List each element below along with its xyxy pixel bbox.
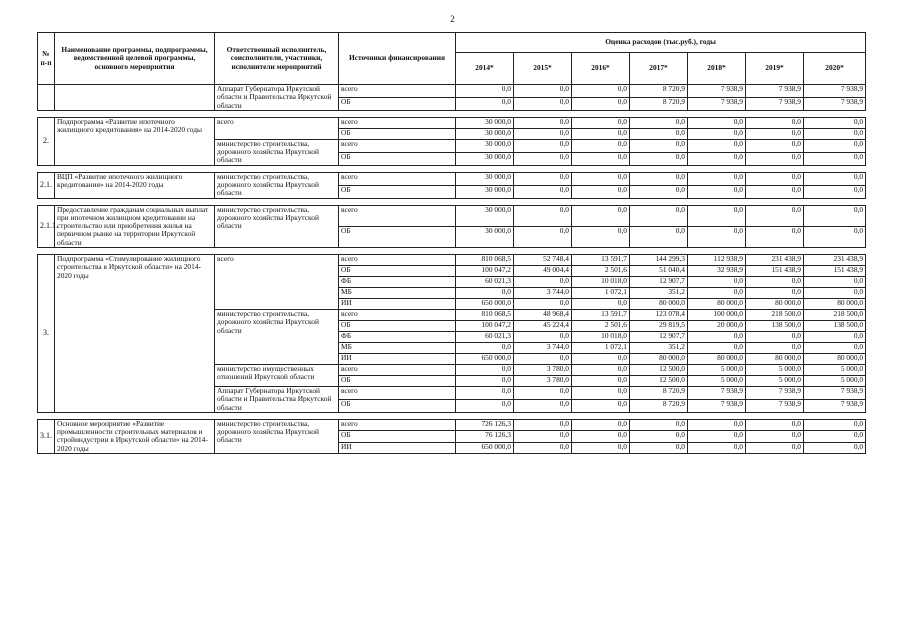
amount-cell: 3 744,0 xyxy=(514,342,572,353)
amount-cell: 0,0 xyxy=(804,139,866,152)
program-name xyxy=(55,85,215,111)
amount-cell: 0,0 xyxy=(572,364,630,375)
funding-source: всего xyxy=(339,364,456,375)
amount-cell: 0,0 xyxy=(630,185,688,198)
amount-cell: 7 938,9 xyxy=(746,85,804,98)
amount-cell: 7 938,9 xyxy=(688,97,746,110)
amount-cell: 0,0 xyxy=(630,117,688,128)
amount-cell: 0,0 xyxy=(514,353,572,364)
amount-cell: 0,0 xyxy=(572,139,630,152)
amount-cell: 0,0 xyxy=(456,85,514,98)
amount-cell: 60 021,3 xyxy=(456,331,514,342)
funding-source: ОБ xyxy=(339,399,456,412)
funding-source: всего xyxy=(339,85,456,98)
amount-cell: 0,0 xyxy=(746,431,804,442)
amount-cell: 0,0 xyxy=(688,342,746,353)
amount-cell: 5 000,0 xyxy=(688,375,746,386)
amount-cell: 0,0 xyxy=(514,431,572,442)
amount-cell: 3 780,0 xyxy=(514,364,572,375)
table-row xyxy=(38,117,866,128)
amount-cell: 0,0 xyxy=(572,431,630,442)
amount-cell: 5 000,0 xyxy=(804,375,866,386)
row-number: 2.1.1. xyxy=(38,205,55,247)
header-year: 2016* xyxy=(572,53,630,85)
amount-cell: 0,0 xyxy=(804,331,866,342)
amount-cell: 80 000,0 xyxy=(688,298,746,309)
amount-cell: 650 000,0 xyxy=(456,298,514,309)
amount-cell: 0,0 xyxy=(746,342,804,353)
amount-cell: 32 938,9 xyxy=(688,265,746,276)
section-spacer xyxy=(38,198,866,205)
amount-cell: 30 000,0 xyxy=(456,128,514,139)
amount-cell: 0,0 xyxy=(804,419,866,430)
amount-cell: 0,0 xyxy=(804,342,866,353)
header-name: Наименование программы, подпрограммы, ведомственной целевой программы, основного мероприятия xyxy=(55,33,215,85)
amount-cell: 30 000,0 xyxy=(456,226,514,247)
amount-cell: 0,0 xyxy=(456,97,514,110)
amount-cell: 0,0 xyxy=(804,152,866,165)
amount-cell: 0,0 xyxy=(514,117,572,128)
amount-cell: 0,0 xyxy=(514,276,572,287)
amount-cell: 0,0 xyxy=(572,375,630,386)
header-year: 2015* xyxy=(514,53,572,85)
program-name: Подпрограмма «Развитие ипотечного жилищного кредитования» на 2014-2020 годы xyxy=(55,117,215,165)
amount-cell: 0,0 xyxy=(688,152,746,165)
executor-cell: министерство строительства, дорожного хозяйства Иркутской области xyxy=(215,139,339,165)
amount-cell: 810 068,5 xyxy=(456,309,514,320)
amount-cell: 0,0 xyxy=(688,226,746,247)
amount-cell: 0,0 xyxy=(746,139,804,152)
amount-cell: 0,0 xyxy=(572,97,630,110)
header-year: 2014* xyxy=(456,53,514,85)
funding-source: ОБ xyxy=(339,320,456,331)
amount-cell: 3 780,0 xyxy=(514,375,572,386)
amount-cell: 0,0 xyxy=(456,287,514,298)
amount-cell: 51 040,4 xyxy=(630,265,688,276)
amount-cell: 7 938,9 xyxy=(804,386,866,399)
header-source: Источники финансирования xyxy=(339,33,456,85)
amount-cell: 0,0 xyxy=(688,185,746,198)
header-year: 2018* xyxy=(688,53,746,85)
header-executor: Ответственный исполнитель, соисполнители, участники, исполнители мероприятий xyxy=(215,33,339,85)
amount-cell: 1 072,1 xyxy=(572,287,630,298)
funding-source: МБ xyxy=(339,342,456,353)
funding-source: ОБ xyxy=(339,185,456,198)
amount-cell: 0,0 xyxy=(572,399,630,412)
funding-source: всего xyxy=(339,117,456,128)
amount-cell: 0,0 xyxy=(746,419,804,430)
amount-cell: 2 501,6 xyxy=(572,265,630,276)
executor-cell: министерство строительства, дорожного хозяйства Иркутской области xyxy=(215,205,339,247)
funding-source: ИИ xyxy=(339,353,456,364)
executor-cell: министерство строительства, дорожного хозяйства Иркутской области xyxy=(215,172,339,198)
amount-cell: 0,0 xyxy=(572,353,630,364)
funding-source: всего xyxy=(339,254,456,265)
amount-cell: 351,2 xyxy=(630,287,688,298)
amount-cell: 0,0 xyxy=(572,442,630,453)
amount-cell: 0,0 xyxy=(630,139,688,152)
amount-cell: 0,0 xyxy=(804,172,866,185)
funding-source: всего xyxy=(339,309,456,320)
amount-cell: 0,0 xyxy=(688,331,746,342)
amount-cell: 0,0 xyxy=(514,226,572,247)
executor-cell: всего xyxy=(215,254,339,309)
amount-cell: 60 021,3 xyxy=(456,276,514,287)
amount-cell: 0,0 xyxy=(456,375,514,386)
amount-cell: 80 000,0 xyxy=(688,353,746,364)
header-costs: Оценка расходов (тыс.руб.), годы xyxy=(456,33,866,53)
amount-cell: 12 907,7 xyxy=(630,331,688,342)
amount-cell: 144 299,3 xyxy=(630,254,688,265)
amount-cell: 112 938,9 xyxy=(688,254,746,265)
amount-cell: 0,0 xyxy=(746,172,804,185)
amount-cell: 650 000,0 xyxy=(456,353,514,364)
amount-cell: 76 126,3 xyxy=(456,431,514,442)
amount-cell: 80 000,0 xyxy=(746,353,804,364)
table-row xyxy=(38,419,866,430)
amount-cell: 123 078,4 xyxy=(630,309,688,320)
amount-cell: 0,0 xyxy=(572,152,630,165)
amount-cell: 30 000,0 xyxy=(456,117,514,128)
program-name: Подпрограмма «Стимулирование жилищного строительства в Иркутской области» на 2014-2020 годы xyxy=(55,254,215,412)
amount-cell: 726 126,3 xyxy=(456,419,514,430)
funding-source: ОБ xyxy=(339,128,456,139)
amount-cell: 2 501,6 xyxy=(572,320,630,331)
amount-cell: 0,0 xyxy=(688,117,746,128)
table-row xyxy=(38,172,866,185)
amount-cell: 351,2 xyxy=(630,342,688,353)
amount-cell: 0,0 xyxy=(514,172,572,185)
amount-cell: 7 938,9 xyxy=(804,399,866,412)
amount-cell: 0,0 xyxy=(746,226,804,247)
amount-cell: 49 004,4 xyxy=(514,265,572,276)
funding-source: ОБ xyxy=(339,265,456,276)
amount-cell: 0,0 xyxy=(688,172,746,185)
amount-cell: 0,0 xyxy=(688,442,746,453)
funding-source: всего xyxy=(339,419,456,430)
amount-cell: 8 720,9 xyxy=(630,97,688,110)
amount-cell: 0,0 xyxy=(514,331,572,342)
amount-cell: 0,0 xyxy=(572,85,630,98)
funding-source: ОБ xyxy=(339,152,456,165)
funding-source: ФБ xyxy=(339,276,456,287)
amount-cell: 0,0 xyxy=(514,139,572,152)
amount-cell: 0,0 xyxy=(746,276,804,287)
amount-cell: 0,0 xyxy=(804,205,866,226)
amount-cell: 0,0 xyxy=(514,128,572,139)
table-row xyxy=(38,254,866,265)
amount-cell: 1 072,1 xyxy=(572,342,630,353)
executor-cell: всего xyxy=(215,117,339,139)
amount-cell: 0,0 xyxy=(572,226,630,247)
amount-cell: 231 438,9 xyxy=(746,254,804,265)
amount-cell: 138 500,0 xyxy=(746,320,804,331)
amount-cell: 0,0 xyxy=(746,205,804,226)
amount-cell: 5 000,0 xyxy=(746,375,804,386)
amount-cell: 30 000,0 xyxy=(456,139,514,152)
amount-cell: 8 720,9 xyxy=(630,399,688,412)
program-name: ВЦП «Развитие ипотечного жилищного кредитования» на 2014-2020 годы xyxy=(55,172,215,198)
amount-cell: 0,0 xyxy=(746,117,804,128)
amount-cell: 0,0 xyxy=(572,185,630,198)
amount-cell: 0,0 xyxy=(630,226,688,247)
amount-cell: 80 000,0 xyxy=(630,353,688,364)
executor-cell: Аппарат Губернатора Иркутской области и Правительства Иркутской области xyxy=(215,386,339,412)
amount-cell: 45 224,4 xyxy=(514,320,572,331)
amount-cell: 12 907,7 xyxy=(630,276,688,287)
amount-cell: 0,0 xyxy=(804,185,866,198)
table-row xyxy=(38,85,866,98)
amount-cell: 0,0 xyxy=(630,172,688,185)
amount-cell: 0,0 xyxy=(746,128,804,139)
executor-cell: министерство строительства, дорожного хозяйства Иркутской области xyxy=(215,309,339,364)
amount-cell: 0,0 xyxy=(804,276,866,287)
amount-cell: 0,0 xyxy=(688,419,746,430)
amount-cell: 7 938,9 xyxy=(688,386,746,399)
funding-source: ИИ xyxy=(339,298,456,309)
amount-cell: 0,0 xyxy=(514,399,572,412)
amount-cell: 231 438,9 xyxy=(804,254,866,265)
amount-cell: 7 938,9 xyxy=(804,97,866,110)
amount-cell: 0,0 xyxy=(456,386,514,399)
amount-cell: 0,0 xyxy=(804,226,866,247)
amount-cell: 0,0 xyxy=(688,128,746,139)
amount-cell: 0,0 xyxy=(572,205,630,226)
amount-cell: 0,0 xyxy=(746,152,804,165)
row-number: 3. xyxy=(38,254,55,412)
amount-cell: 0,0 xyxy=(456,342,514,353)
amount-cell: 138 500,0 xyxy=(804,320,866,331)
amount-cell: 0,0 xyxy=(688,139,746,152)
amount-cell: 12 500,0 xyxy=(630,364,688,375)
row-number: 2. xyxy=(38,117,55,165)
amount-cell: 0,0 xyxy=(630,205,688,226)
amount-cell: 810 068,5 xyxy=(456,254,514,265)
amount-cell: 151 438,9 xyxy=(804,265,866,276)
amount-cell: 0,0 xyxy=(572,386,630,399)
amount-cell: 0,0 xyxy=(456,364,514,375)
amount-cell: 0,0 xyxy=(572,117,630,128)
amount-cell: 80 000,0 xyxy=(804,353,866,364)
row-number xyxy=(38,85,55,111)
amount-cell: 0,0 xyxy=(688,431,746,442)
amount-cell: 30 000,0 xyxy=(456,205,514,226)
amount-cell: 151 438,9 xyxy=(746,265,804,276)
amount-cell: 7 938,9 xyxy=(688,85,746,98)
amount-cell: 100 000,0 xyxy=(688,309,746,320)
amount-cell: 0,0 xyxy=(630,128,688,139)
amount-cell: 0,0 xyxy=(514,442,572,453)
amount-cell: 80 000,0 xyxy=(804,298,866,309)
program-name: Предоставление гражданам социальных выплат при ипотечном жилищном кредитовании на строительство или приобретения жилья на первичном рынке на территории Иркутской области xyxy=(55,205,215,247)
amount-cell: 0,0 xyxy=(514,419,572,430)
page-number: 2 xyxy=(450,14,455,24)
amount-cell: 52 748,4 xyxy=(514,254,572,265)
amount-cell: 0,0 xyxy=(514,152,572,165)
funding-source: ИИ xyxy=(339,442,456,453)
amount-cell: 0,0 xyxy=(572,419,630,430)
row-number: 3.1. xyxy=(38,419,55,453)
amount-cell: 100 047,2 xyxy=(456,265,514,276)
amount-cell: 5 000,0 xyxy=(804,364,866,375)
amount-cell: 0,0 xyxy=(572,128,630,139)
amount-cell: 0,0 xyxy=(630,442,688,453)
amount-cell: 0,0 xyxy=(804,431,866,442)
amount-cell: 0,0 xyxy=(688,276,746,287)
amount-cell: 0,0 xyxy=(572,172,630,185)
header-year: 2020* xyxy=(804,53,866,85)
amount-cell: 0,0 xyxy=(804,128,866,139)
amount-cell: 100 047,2 xyxy=(456,320,514,331)
row-number: 2.1. xyxy=(38,172,55,198)
executor-cell: Аппарат Губернатора Иркутской области и Правительства Иркутской области xyxy=(215,85,339,111)
amount-cell: 0,0 xyxy=(688,287,746,298)
amount-cell: 650 000,0 xyxy=(456,442,514,453)
amount-cell: 0,0 xyxy=(630,152,688,165)
amount-cell: 8 720,9 xyxy=(630,85,688,98)
amount-cell: 10 018,0 xyxy=(572,331,630,342)
expenditure-table xyxy=(37,32,866,454)
amount-cell: 13 591,7 xyxy=(572,309,630,320)
amount-cell: 0,0 xyxy=(514,205,572,226)
amount-cell: 0,0 xyxy=(804,117,866,128)
amount-cell: 3 744,0 xyxy=(514,287,572,298)
amount-cell: 0,0 xyxy=(746,287,804,298)
amount-cell: 80 000,0 xyxy=(746,298,804,309)
amount-cell: 29 819,5 xyxy=(630,320,688,331)
amount-cell: 8 720,9 xyxy=(630,386,688,399)
spacer-cell xyxy=(38,198,866,205)
funding-source: МБ xyxy=(339,287,456,298)
amount-cell: 0,0 xyxy=(514,97,572,110)
funding-source: ОБ xyxy=(339,375,456,386)
amount-cell: 20 000,0 xyxy=(688,320,746,331)
amount-cell: 7 938,9 xyxy=(746,399,804,412)
amount-cell: 7 938,9 xyxy=(804,85,866,98)
funding-source: ОБ xyxy=(339,97,456,110)
amount-cell: 5 000,0 xyxy=(688,364,746,375)
amount-cell: 0,0 xyxy=(746,331,804,342)
amount-cell: 10 018,0 xyxy=(572,276,630,287)
amount-cell: 7 938,9 xyxy=(688,399,746,412)
funding-source: ОБ xyxy=(339,431,456,442)
amount-cell: 80 000,0 xyxy=(630,298,688,309)
executor-cell: министерство имущественных отношений Иркутской области xyxy=(215,364,339,386)
amount-cell: 12 500,0 xyxy=(630,375,688,386)
amount-cell: 30 000,0 xyxy=(456,152,514,165)
amount-cell: 0,0 xyxy=(514,185,572,198)
amount-cell: 0,0 xyxy=(572,298,630,309)
amount-cell: 0,0 xyxy=(804,442,866,453)
amount-cell: 218 500,0 xyxy=(804,309,866,320)
header-year: 2019* xyxy=(746,53,804,85)
amount-cell: 218 500,0 xyxy=(746,309,804,320)
funding-source: всего xyxy=(339,386,456,399)
amount-cell: 0,0 xyxy=(746,442,804,453)
amount-cell: 7 938,9 xyxy=(746,97,804,110)
amount-cell: 30 000,0 xyxy=(456,172,514,185)
funding-source: всего xyxy=(339,139,456,152)
executor-cell: министерство строительства, дорожного хозяйства Иркутской области xyxy=(215,419,339,453)
funding-source: всего xyxy=(339,172,456,185)
funding-source: ФБ xyxy=(339,331,456,342)
amount-cell: 30 000,0 xyxy=(456,185,514,198)
funding-source: всего xyxy=(339,205,456,226)
amount-cell: 0,0 xyxy=(630,431,688,442)
amount-cell: 0,0 xyxy=(746,185,804,198)
amount-cell: 7 938,9 xyxy=(746,386,804,399)
amount-cell: 0,0 xyxy=(630,419,688,430)
table-row xyxy=(38,205,866,226)
funding-source: ОБ xyxy=(339,226,456,247)
amount-cell: 48 968,4 xyxy=(514,309,572,320)
amount-cell: 5 000,0 xyxy=(746,364,804,375)
header-year: 2017* xyxy=(630,53,688,85)
amount-cell: 0,0 xyxy=(804,287,866,298)
amount-cell: 0,0 xyxy=(514,298,572,309)
amount-cell: 0,0 xyxy=(688,205,746,226)
amount-cell: 13 591,7 xyxy=(572,254,630,265)
header-num: № п-п xyxy=(38,33,55,85)
amount-cell: 0,0 xyxy=(456,399,514,412)
amount-cell: 0,0 xyxy=(514,85,572,98)
amount-cell: 0,0 xyxy=(514,386,572,399)
program-name: Основное мероприятие «Развитие промышленности строительных материалов и стройиндустрии в Иркутской области» на 2014-2020 годы xyxy=(55,419,215,453)
